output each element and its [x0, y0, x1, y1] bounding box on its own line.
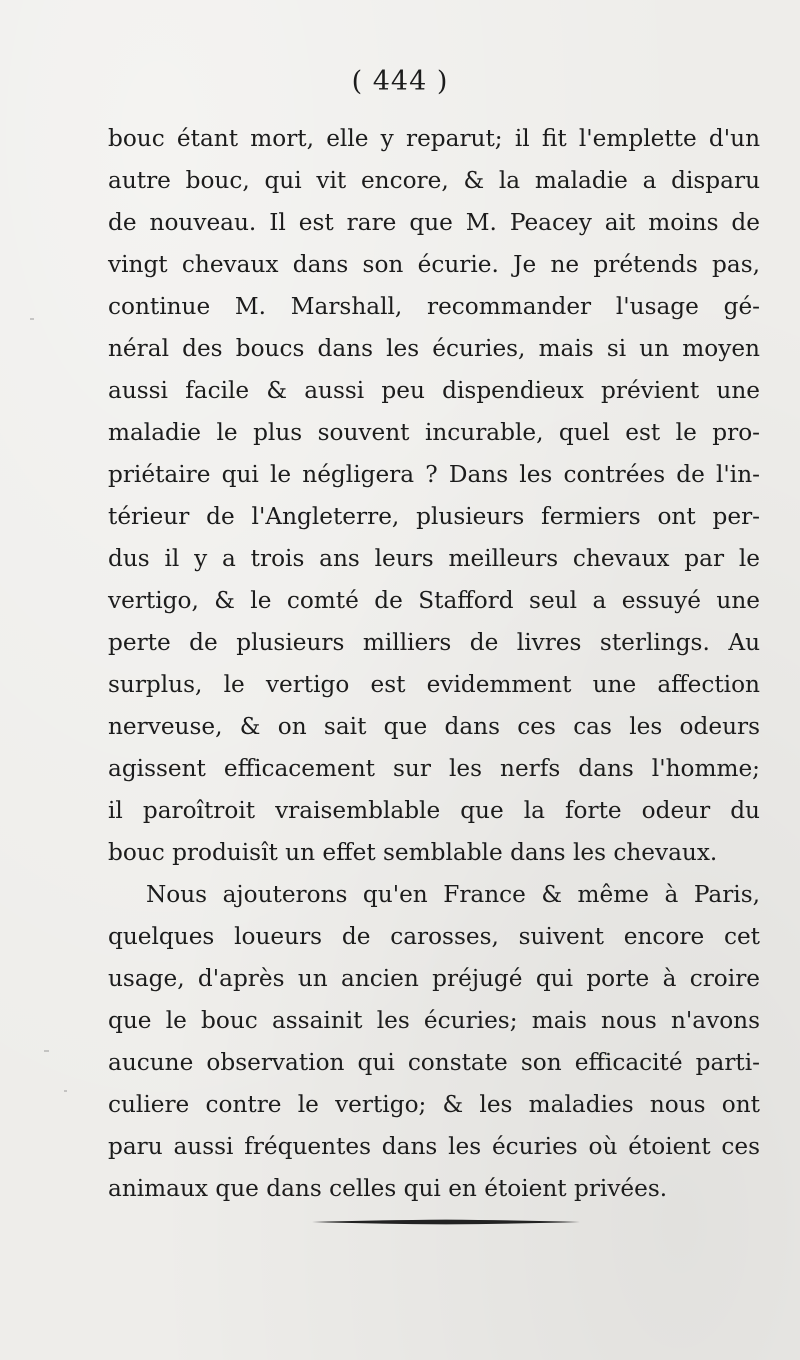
text-line: il paroîtroit vraisemblable que la forte odeur du — [108, 797, 760, 824]
text-line: usage, d'après un ancien préjugé qui porte à croire — [108, 965, 760, 992]
text-line: maladie le plus souvent incurable, quel est le pro- — [108, 419, 760, 446]
text-line: continue M. Marshall, recommander l'usage gé- — [108, 293, 760, 320]
text-line: perte de plusieurs milliers de livres sterlings. Au — [108, 629, 760, 656]
text-line: térieur de l'Angleterre, plusieurs fermiers ont per- — [108, 503, 760, 530]
text-line: vingt chevaux dans son écurie. Je ne prétends pas, — [108, 251, 760, 278]
text-line: aucune observation qui constate son efficacité parti- — [108, 1049, 760, 1076]
text-line: vertigo, & le comté de Stafford seul a essuyé une — [108, 587, 760, 614]
text-line: quelques loueurs de carosses, suivent encore cet — [108, 923, 760, 950]
text-line: paru aussi fréquentes dans les écuries où étoient ces — [108, 1133, 760, 1160]
body-text — [108, 118, 760, 1210]
text-line: priétaire qui le négligera ? Dans les contrées de l'in- — [108, 461, 760, 488]
text-line: aussi facile & aussi peu dispendieux prévient une — [108, 377, 760, 404]
text-line: nerveuse, & on sait que dans ces cas les odeurs — [108, 713, 760, 740]
page-speck — [44, 1050, 49, 1052]
text-line: bouc étant mort, elle y reparut; il fit l'emplette d'un — [108, 125, 760, 152]
page-speck — [64, 1090, 67, 1092]
text-line: que le bouc assainit les écuries; mais nous n'avons — [108, 1007, 760, 1034]
text-line: dus il y a trois ans leurs meilleurs chevaux par le — [108, 545, 760, 572]
text-line: agissent efficacement sur les nerfs dans l'homme; — [108, 755, 760, 782]
text-line: surplus, le vertigo est evidemment une affection — [108, 671, 760, 698]
text-line: néral des boucs dans les écuries, mais si un moyen — [108, 335, 760, 362]
text-line: autre bouc, qui vit encore, & la maladie a disparu — [108, 167, 760, 194]
text-line: de nouveau. Il est rare que M. Peacey ait moins de — [108, 209, 760, 236]
text-line: bouc produisît un effet semblable dans les chevaux. — [108, 839, 718, 866]
text-line: animaux que dans celles qui en étoient privées. — [108, 1175, 668, 1202]
text-line: Nous ajouterons qu'en France & même à Paris, — [146, 881, 760, 908]
page-number: ( 444 ) — [351, 66, 449, 97]
end-rule — [312, 1218, 580, 1226]
page-speck — [30, 318, 34, 320]
text-line: culiere contre le vertigo; & les maladies nous ont — [108, 1091, 760, 1118]
